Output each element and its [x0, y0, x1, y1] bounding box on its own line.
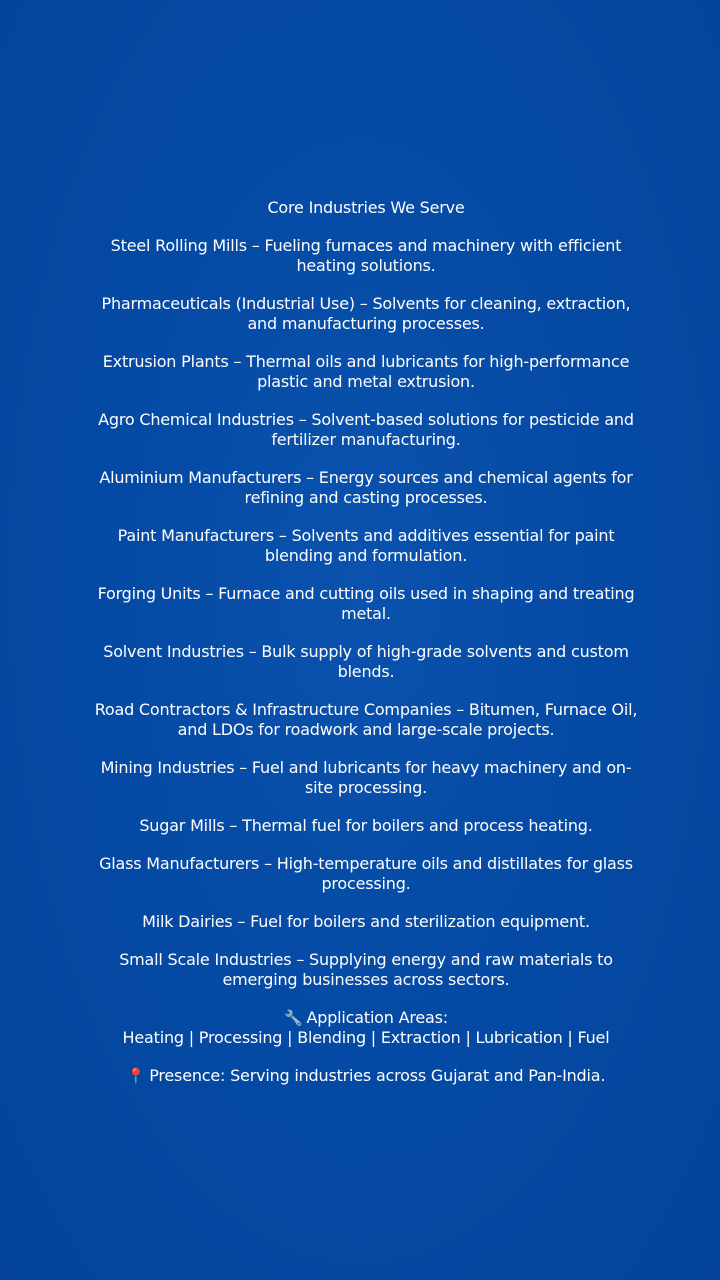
industry-item: Steel Rolling Mills – Fueling furnaces and machinery with efficient heating solutions. — [110, 236, 622, 275]
industry-item: Milk Dairies – Fuel for boilers and sterilization equipment. — [142, 912, 590, 931]
story-content — [92, 198, 640, 1086]
industry-item: Glass Manufacturers – High-temperature oils and distillates for glass processing. — [99, 854, 633, 893]
industry-item: Road Contractors & Infrastructure Companies – Bitumen, Furnace Oil, and LDOs for roadwork and large-scale projects. — [94, 700, 638, 739]
wrench-icon: 🔧 — [284, 1009, 303, 1027]
industry-item: Extrusion Plants – Thermal oils and lubricants for high-performance plastic and metal extrusion. — [102, 352, 630, 391]
pushpin-icon: 📍 — [126, 1067, 146, 1085]
industry-item: Aluminium Manufacturers – Energy sources and chemical agents for refining and casting processes. — [99, 468, 633, 507]
industry-item: Agro Chemical Industries – Solvent-based solutions for pesticide and fertilizer manufacturing. — [98, 410, 634, 449]
application-areas-list: Heating | Processing | Blending | Extraction | Lubrication | Fuel — [122, 1028, 610, 1047]
presence-text: Presence: Serving industries across Gujarat and Pan-India. — [149, 1066, 606, 1085]
industry-item: Paint Manufacturers – Solvents and additives essential for paint blending and formulation. — [117, 526, 615, 565]
industry-item: Small Scale Industries – Supplying energy and raw materials to emerging businesses across sectors. — [119, 950, 613, 989]
industry-item: Solvent Industries – Bulk supply of high-grade solvents and custom blends. — [103, 642, 629, 681]
industry-item: Sugar Mills – Thermal fuel for boilers and process heating. — [139, 816, 593, 835]
industry-item: Pharmaceuticals (Industrial Use) – Solvents for cleaning, extraction, and manufacturing processes. — [101, 294, 631, 333]
application-areas-heading — [92, 1008, 640, 1028]
industry-item: Forging Units – Furnace and cutting oils used in shaping and treating metal. — [97, 584, 635, 623]
industry-item: Mining Industries – Fuel and lubricants for heavy machinery and on-site processing. — [100, 758, 632, 797]
presence-line — [92, 1066, 640, 1086]
story-title: Core Industries We Serve — [267, 198, 465, 217]
application-areas-label: Application Areas: — [306, 1008, 448, 1027]
application-areas — [92, 1008, 640, 1048]
